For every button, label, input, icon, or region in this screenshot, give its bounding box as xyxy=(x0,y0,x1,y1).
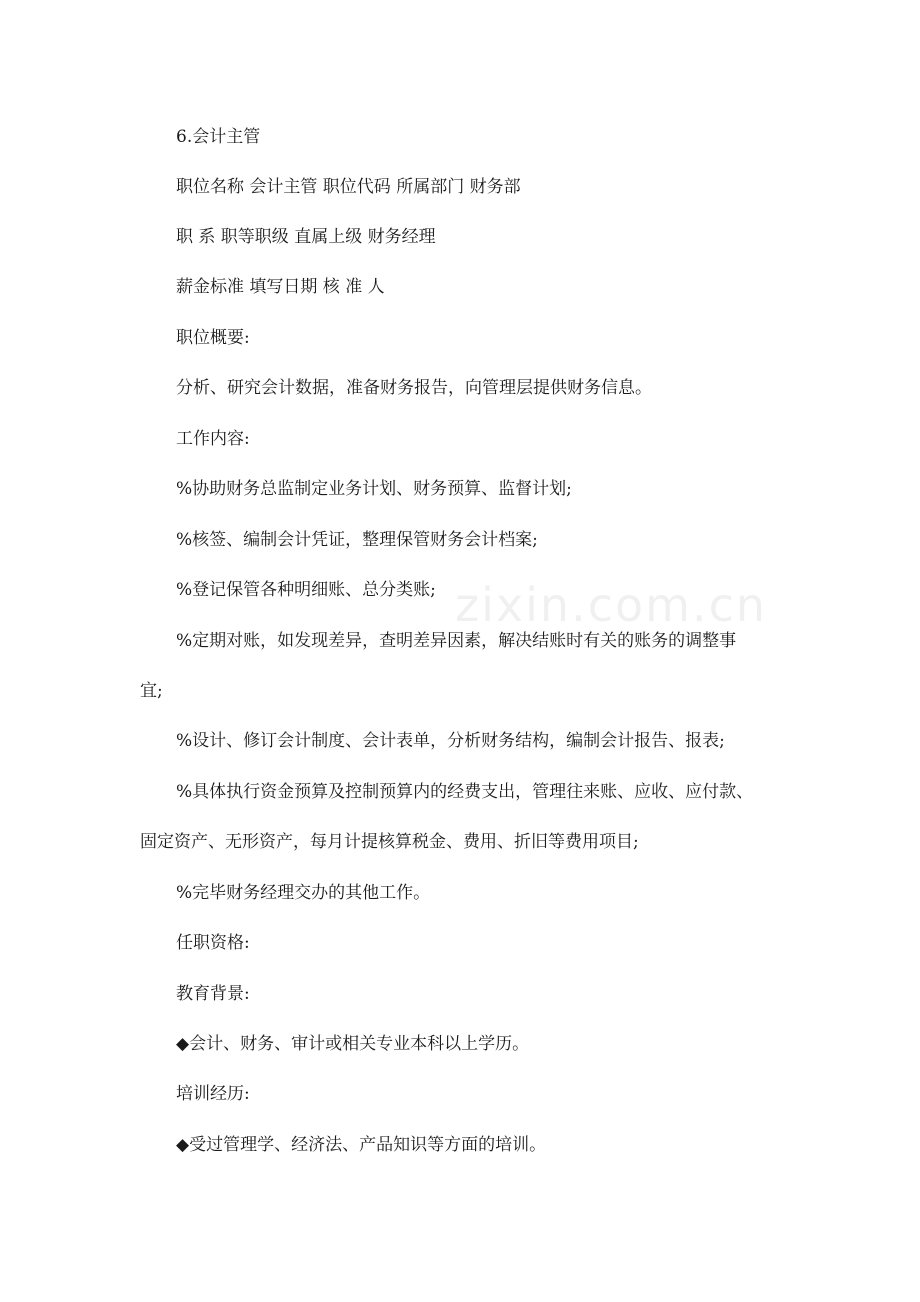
duty-item: %定期对账，如发现差异，查明差异因素，解决结账时有关的账务的调整事 xyxy=(176,631,737,651)
overview-heading: 职位概要: xyxy=(176,328,250,348)
duty-item: %协助财务总监制定业务计划、财务预算、监督计划; xyxy=(176,479,572,499)
duty-item: %核签、编制会计凭证，整理保管财务会计档案; xyxy=(176,530,538,550)
duty-item: %设计、修订会计制度、会计表单，分析财务结构，编制会计报告、报表; xyxy=(176,731,725,751)
training-heading: 培训经历: xyxy=(176,1084,250,1104)
duty-item: %具体执行资金预算及控制预算内的经费支出，管理往来账、应收、应付款、 xyxy=(176,782,754,802)
education-item: ◆会计、财务、审计或相关专业本科以上学历。 xyxy=(176,1034,530,1054)
qualifications-heading: 任职资格: xyxy=(176,933,250,953)
education-heading: 教育背景: xyxy=(176,984,250,1004)
watermark: zixin.com.cn xyxy=(455,578,768,632)
duties-heading: 工作内容: xyxy=(176,429,250,449)
duty-item-continued: 固定资产、无形资产，每月计提核算税金、费用、折旧等费用项目; xyxy=(140,832,639,852)
section-heading: 6.会计主管 xyxy=(176,127,261,147)
duty-item-continued: 宜; xyxy=(140,681,163,701)
overview-text: 分析、研究会计数据，准备财务报告，向管理层提供财务信息。 xyxy=(176,378,652,398)
position-info-row-2: 职 系 职等职级 直属上级 财务经理 xyxy=(176,227,436,247)
duty-item: %完毕财务经理交办的其他工作。 xyxy=(176,883,431,903)
position-info-row-1: 职位名称 会计主管 职位代码 所属部门 财务部 xyxy=(176,177,521,197)
training-item: ◆受过管理学、经济法、产品知识等方面的培训。 xyxy=(176,1135,547,1155)
position-info-row-3: 薪金标准 填写日期 核 准 人 xyxy=(176,277,385,297)
duty-item: %登记保管各种明细账、总分类账; xyxy=(176,580,436,600)
